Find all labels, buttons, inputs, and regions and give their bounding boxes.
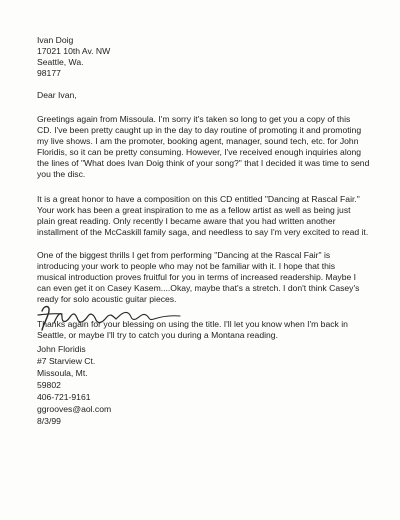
paragraph-2-line-3: plain great reading. Only recently I became aware that you had written another bbox=[37, 216, 336, 226]
signer-street: #7 Starview Ct. bbox=[37, 356, 96, 366]
signer-zip: 59802 bbox=[37, 380, 61, 390]
signer-email: ggrooves@aol.com bbox=[37, 404, 112, 414]
signer-city: Missoula, Mt. bbox=[37, 368, 88, 378]
signer-phone: 406-721-9161 bbox=[37, 392, 91, 402]
paragraph-1-line-6: you the disc. bbox=[37, 169, 86, 179]
paragraph-3-line-1: One of the biggest thrills I get from performing "Dancing at the Rascal Fair" is bbox=[37, 250, 331, 260]
sender-city: Seattle, Wa. bbox=[37, 57, 84, 67]
sender-name: Ivan Doig bbox=[37, 35, 74, 45]
paragraph-1-line-5: the lines of "What does Ivan Doig think of your song?" that I decided it was time to send bbox=[37, 158, 370, 168]
paragraph-4-line-1: Thanks again for your blessing on using the title. I'll let you know when I'm back in bbox=[37, 319, 348, 329]
paragraph-2-line-1: It is a great honor to have a composition on this CD entitled "Dancing at Rascal Fair." bbox=[37, 194, 360, 204]
letter-date: 8/3/99 bbox=[37, 416, 61, 426]
signer-name: John Floridis bbox=[37, 344, 86, 354]
paragraph-1-line-1: Greetings again from Missoula. I'm sorry it's taken so long to get you a copy of this bbox=[37, 114, 351, 124]
handwritten-signature bbox=[36, 303, 196, 335]
paragraph-2-line-4: installment of the McCaskill family saga, and needless to say I'm very excited to read it. bbox=[37, 227, 369, 237]
paragraph-3-line-5: ready for solo acoustic guitar pieces. bbox=[37, 294, 177, 304]
sender-zip: 98177 bbox=[37, 68, 61, 78]
paragraph-3-line-3: musical introduction proves fruitful for you in terms of increased readership. Maybe I bbox=[37, 272, 357, 282]
paragraph-2-line-2: Your work has been a great inspiration to me as a fellow artist as well as being just bbox=[37, 205, 351, 215]
paragraph-4-line-2: Seattle, or maybe I'll try to catch you during a Montana reading. bbox=[37, 330, 278, 340]
paragraph-3-line-4: can even get it on Casey Kasem....Okay, maybe that's a stretch. I don't think Casey's bbox=[37, 283, 360, 293]
salutation: Dear Ivan, bbox=[37, 90, 77, 100]
paragraph-3-line-2: introducing your work to people who may not be familiar with it. I hope that this bbox=[37, 261, 336, 271]
paragraph-1-line-2: CD. I've been pretty caught up in the day to day routine of promoting it and promoting bbox=[37, 125, 362, 135]
paragraph-1-line-4: Floridis, so it can be pretty consuming. However, I've received enough inquiries along bbox=[37, 147, 362, 157]
sender-street: 17021 10th Av. NW bbox=[37, 46, 111, 56]
paragraph-1-line-3: my live shows. I am the promoter, booking agent, manager, sound tech, etc. for John bbox=[37, 136, 359, 146]
